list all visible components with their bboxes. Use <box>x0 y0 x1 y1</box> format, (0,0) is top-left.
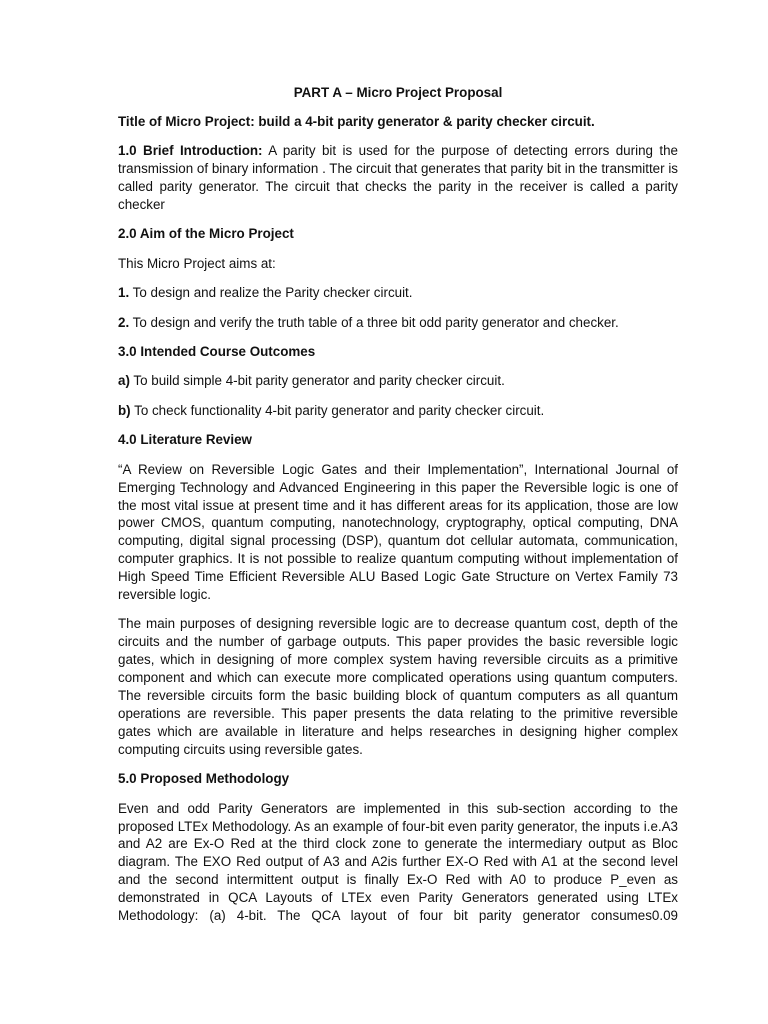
aim-item-1 <box>118 284 678 302</box>
intro-text: A parity bit is used for the purpose of detecting errors during the transmission of binary information . The circuit that generates that parity bit in the transmitter is called parity generator. The circuit that checks the parity in the receiver is called a parity checker <box>118 143 678 213</box>
aim-text: To design and realize the Parity checker circuit. <box>129 285 413 301</box>
aim-text: To design and verify the truth table of a three bit odd parity generator and checker. <box>129 314 619 330</box>
aim-heading: 2.0 Aim of the Micro Project <box>118 226 294 242</box>
outcome-item-a <box>118 372 678 390</box>
part-title: PART A – Micro Project Proposal <box>293 85 503 100</box>
aim-marker: 2. <box>118 314 130 330</box>
aim-intro: This Micro Project aims at: <box>118 255 276 271</box>
literature-paragraph-1: “A Review on Reversible Logic Gates and their Implementation”, International Journal of Emerging Technology and Advanced Engineering in this paper the Reversible logic is one of the most vital issue at present time and it has different areas for its application, those are low power CMOS, quantum computing, nanotechnology, cryptography, optical computing, DNA computing, digital signal processing (DSP), quantum dot cellular automata, communication, computer graphics. It is not possible to realize quantum computing without implementation of High Speed Time Efficient Reversible ALU Based Logic Gate Structure on Vertex Family 73 reversible logic. <box>118 461 678 603</box>
outcomes-heading: 3.0 Intended Course Outcomes <box>118 344 316 360</box>
literature-paragraph-2: The main purposes of designing reversible logic are to decrease quantum cost, depth of the circuits and the number of garbage outputs. This paper provides the basic reversible logic gates, which in designing of more complex system having reversible circuits as a primitive component and which can execute more complicated operations using quantum computers. The reversible circuits form the basic building block of quantum computers as all quantum operations are reversible. This paper presents the data relating to the primitive reversible gates which are available in literature and helps researches in designing higher complex computing circuits using reversible gates. <box>118 616 678 757</box>
intro-paragraph <box>118 142 678 214</box>
intro-heading: 1.0 Brief Introduction: <box>118 143 263 159</box>
outcome-item-b <box>118 402 678 420</box>
literature-heading: 4.0 Literature Review <box>118 432 252 448</box>
outcome-text: To build simple 4-bit parity generator and parity checker circuit. <box>129 373 505 389</box>
outcome-text: To check functionality 4-bit parity generator and parity checker circuit. <box>130 402 545 418</box>
outcome-marker: a) <box>118 373 130 389</box>
aim-marker: 1. <box>118 285 130 301</box>
methodology-paragraph: Even and odd Parity Generators are implemented in this sub-section according to the proposed LTEx Methodology. As an example of four-bit even parity generator, the inputs i.e.A3 and A2 are Ex-O Red at the third clock zone to generate the intermediary output as Bloc diagram. The EXO Red output of A3 and A2is further EX-O Red with A1 at the second level and the second intermittent output is finally Ex-O Red with A0 to produce P_even as demonstrated in QCA Layouts of LTEx even Parity Generators generated using LTEx Methodology: (a) 4-bit. The QCA layout of four bit parity generator consumes0.09 <box>118 800 678 924</box>
outcome-marker: b) <box>118 402 131 418</box>
document-page <box>118 84 678 925</box>
project-title: Title of Micro Project: build a 4-bit parity generator & parity checker circuit. <box>118 113 595 129</box>
methodology-heading: 5.0 Proposed Methodology <box>118 771 290 787</box>
aim-item-2 <box>118 314 678 332</box>
